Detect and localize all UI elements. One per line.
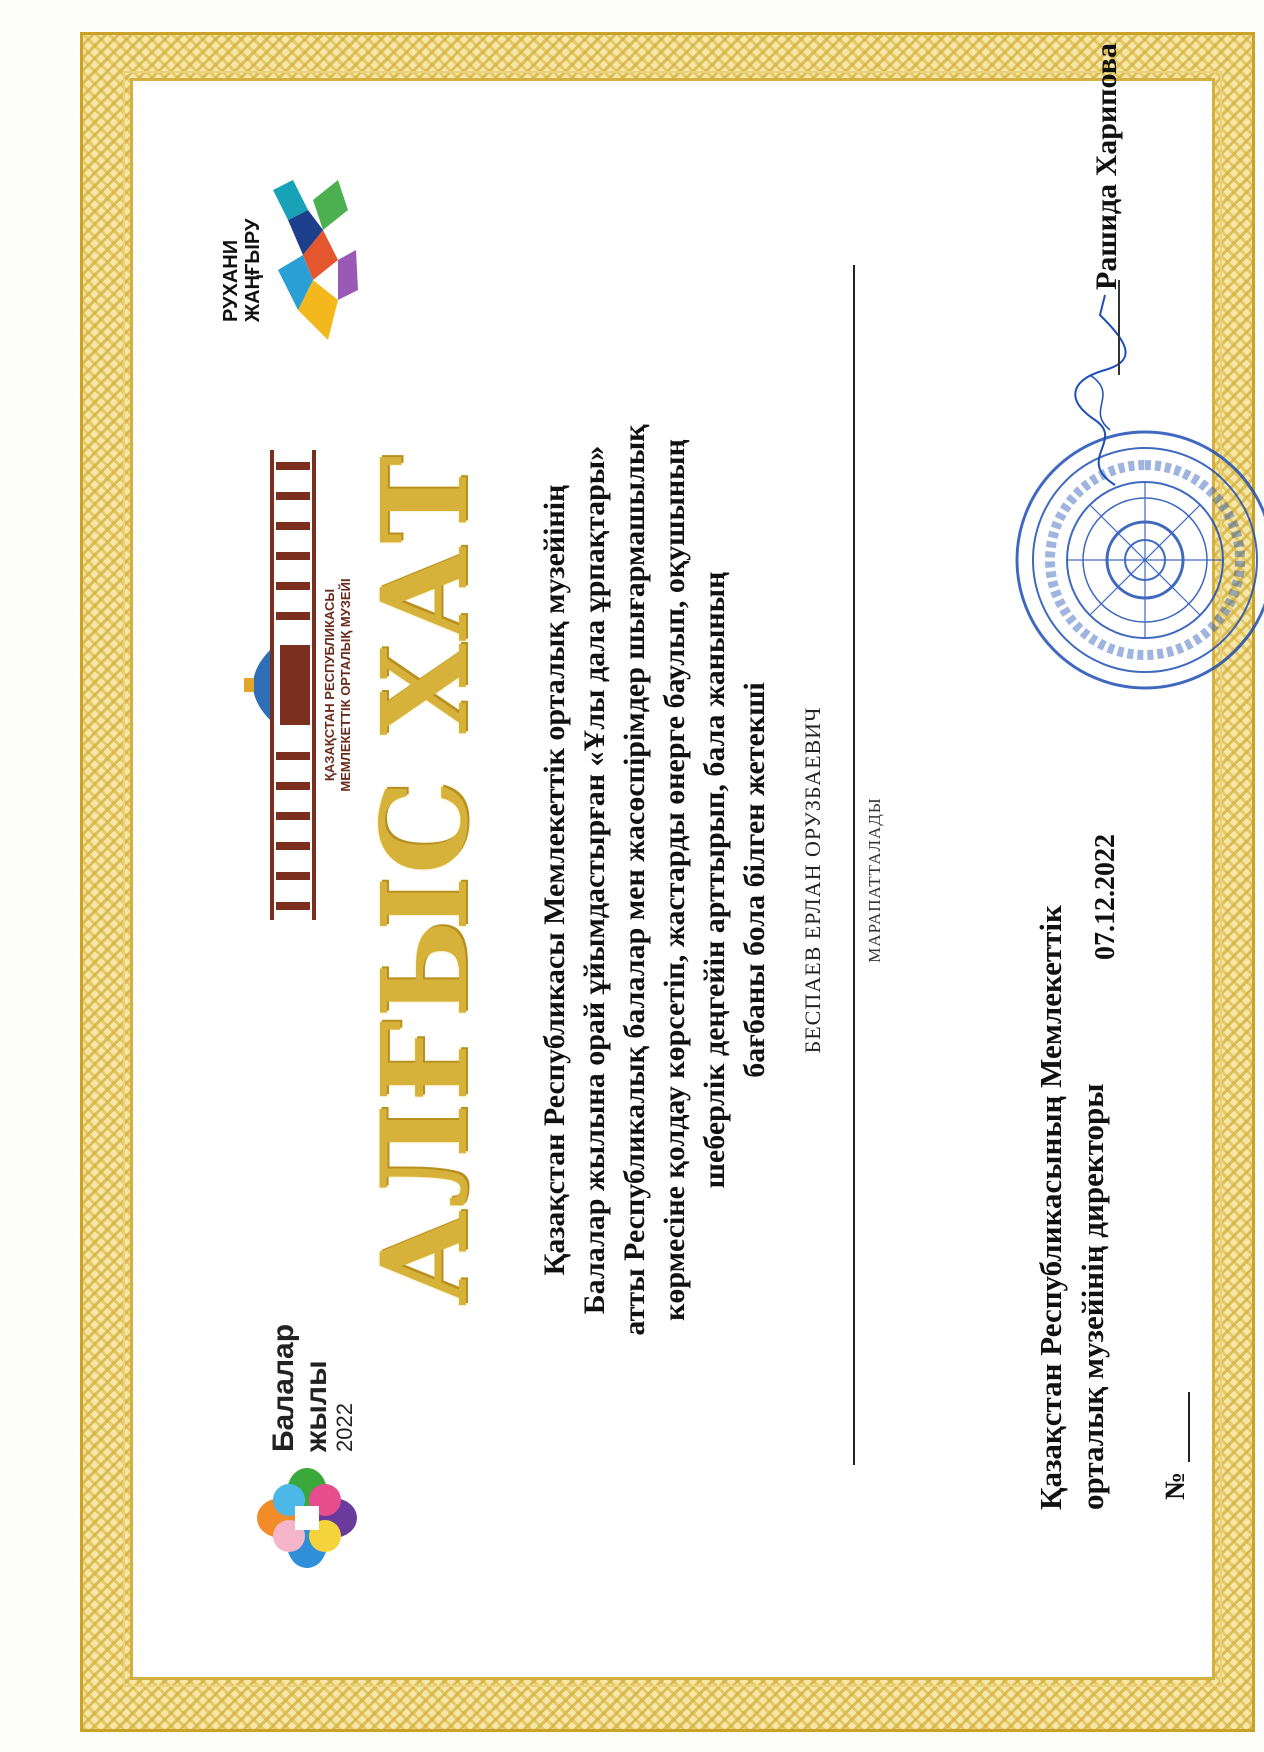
body-line: Балалар жылына орай ұйымдастырған «Ұлы дала ұрпақтары» xyxy=(578,445,611,1315)
body-line: Қазақстан Республикасы Мемлекеттік орталық музейінің xyxy=(538,484,571,1276)
recipient-name: БЕСПАЕВ ЕРЛАН ОРУЗБАЕВИЧ xyxy=(800,706,825,1054)
body-line: атты Республикалық балалар мен жасөспірімдер шығармашылық xyxy=(618,424,651,1336)
museum-name-line2: МЕМЛЕКЕТТІК ОРТАЛЫҚ МУЗЕЙІ xyxy=(338,578,353,792)
zhyly-text: жылы xyxy=(300,1360,333,1452)
issue-date: 07.12.2022 xyxy=(1090,834,1121,960)
awarded-label: МАРАПАТТАЛАДЫ xyxy=(865,797,884,963)
body-line: көрмесіне қолдау көрсетіп, жастарды өнерге баулып, оқушының xyxy=(658,439,691,1321)
signature-line xyxy=(1118,280,1120,375)
document-number-line xyxy=(1188,1392,1190,1462)
document-number-label: № xyxy=(1160,1471,1191,1500)
museum-name-line1: ҚАЗАҚСТАН РЕСПУБЛИКАСЫ xyxy=(322,588,337,782)
museum-building-icon xyxy=(240,450,320,920)
year-text: 2022 xyxy=(332,1403,357,1452)
body-line: бағбаны бола білген жетекші xyxy=(738,682,771,1078)
certificate-body xyxy=(535,200,775,1560)
director-title xyxy=(1030,905,1114,1510)
certificate-title: АЛҒЫС ХАТ xyxy=(355,453,494,1307)
handwritten-signature xyxy=(1065,290,1135,490)
zhangyru-text: ЖАҢҒЫРУ xyxy=(242,218,264,322)
certificate-content xyxy=(130,43,1215,1680)
rukhani-zhangyru-logo xyxy=(220,170,360,350)
director-line2: орталық музейінің директоры xyxy=(1075,1083,1110,1510)
official-seal-stamp xyxy=(1010,425,1264,695)
recipient-underline xyxy=(853,265,855,1465)
rukhani-text: РУХАНИ xyxy=(220,239,242,322)
central-museum-logo xyxy=(240,450,353,920)
eagle-icon xyxy=(268,170,360,350)
body-line: шеберлік деңгейін арттырып, бала жанының xyxy=(698,571,731,1189)
signer-name: Рашида Харипова xyxy=(1090,43,1123,290)
balalar-zhyly-logo xyxy=(255,1230,365,1570)
director-line1: Қазақстан Республикасының Мемлекеттік xyxy=(1033,905,1068,1510)
flower-logo-icon xyxy=(255,1466,359,1570)
balalar-text: Балалар xyxy=(267,1323,300,1452)
